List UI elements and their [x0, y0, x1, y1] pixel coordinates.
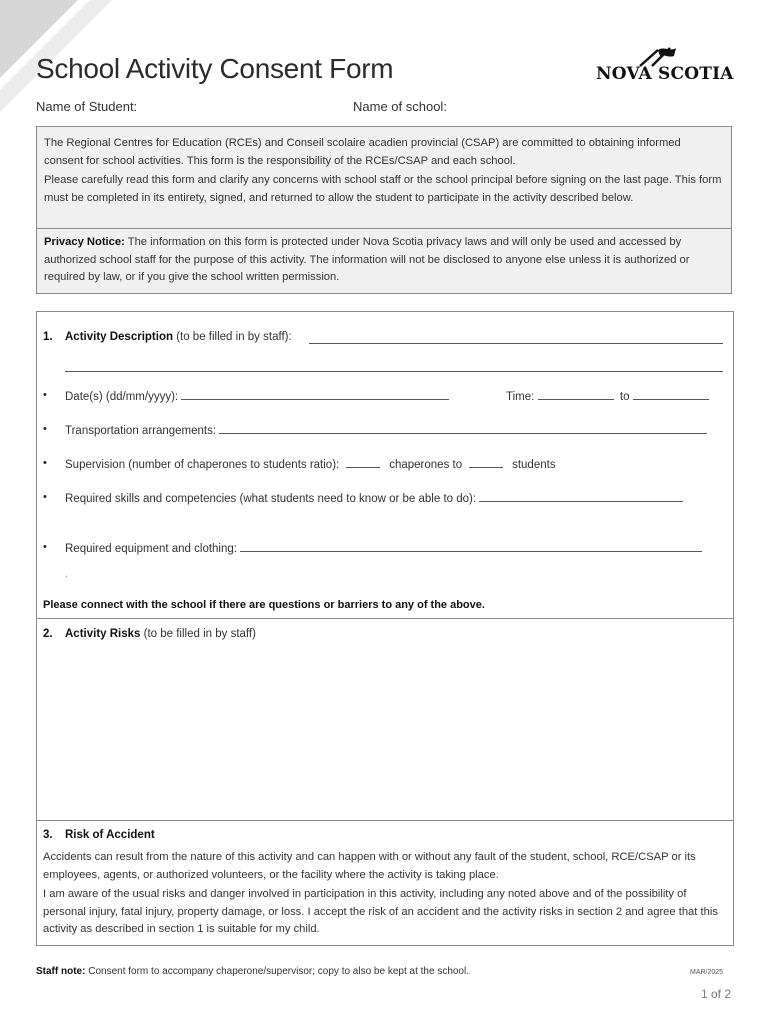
skills-label: Required skills and competencies (what students need to know or be able to do):	[65, 493, 477, 505]
info-box	[36, 126, 732, 294]
transportation-field[interactable]	[219, 423, 707, 434]
section-3-paragraph-2: I am aware of the usual risks and danger involved in participation in this activity, including any noted above and of the possibility of personal injury, fatal injury, property damage, or loss. I accept the risk of an accident and the activity risks in section 2 and agree that this activity as described in section 1 is suitable for my child.	[43, 888, 718, 935]
section-3-number: 3.	[43, 829, 53, 841]
transportation-row	[65, 423, 707, 437]
nova-scotia-logo	[596, 44, 732, 86]
activity-risks-area[interactable]	[43, 648, 725, 816]
privacy-notice-label: Privacy Notice:	[44, 236, 125, 248]
chaperones-to-label: chaperones to	[389, 459, 463, 471]
bullet-skills: •	[43, 491, 47, 503]
activity-description-line-2[interactable]	[65, 371, 723, 372]
intro-paragraph-2: Please carefully read this form and clarify any concerns with school staff or the school principal before signing on the last page. This form must be completed in its entirety, signed, and returned to allow the student to participate in the activity described below.	[44, 174, 722, 204]
students-count-field[interactable]	[469, 457, 503, 468]
section-3-body	[43, 849, 725, 941]
privacy-notice	[44, 234, 723, 287]
name-of-school-label: Name of school:	[353, 99, 447, 114]
skills-field[interactable]	[479, 491, 683, 502]
time-to-label: to	[619, 391, 630, 403]
section-1-number: 1.	[43, 331, 53, 343]
privacy-notice-text: The information on this form is protected under Nova Scotia privacy laws and will only be used and accessed by authorized school staff for the purpose of this activity. The information will not be disclosed to anyone else unless it is authorized or required by law, or if you give the school written permission.	[44, 236, 690, 283]
chaperones-count-field[interactable]	[346, 457, 380, 468]
section-3-paragraph-1: Accidents can result from the nature of this activity and can happen with or without any fault of the student, school, RCE/CSAP or its employees, agents, or authorized volunteers, or the facility where the activity is taking place.	[43, 851, 696, 881]
transportation-label: Transportation arrangements:	[65, 425, 217, 437]
equipment-label: Required equipment and clothing:	[65, 543, 237, 555]
equipment-row	[65, 541, 702, 555]
time-label: Time:	[506, 391, 535, 403]
dates-label: Date(s) (dd/mm/yyyy):	[65, 391, 179, 403]
section-2-divider	[37, 820, 733, 821]
bullet-transportation: •	[43, 423, 47, 435]
equipment-field[interactable]	[240, 541, 702, 552]
section-1-note: Please connect with the school if there are questions or barriers to any of the above.	[43, 599, 485, 611]
name-of-student-label: Name of Student:	[36, 99, 138, 114]
section-2-title: Activity Risks	[65, 628, 141, 640]
supervision-label: Supervision (number of chaperones to students ratio):	[65, 459, 340, 471]
staff-note	[36, 966, 469, 977]
skills-row	[65, 491, 683, 505]
bullet-dates: •	[43, 389, 47, 401]
stray-mark: .	[65, 568, 69, 580]
section-2-heading	[43, 628, 256, 640]
section-1-subtitle: (to be filled in by staff):	[173, 331, 292, 343]
section-2-subtitle: (to be filled in by staff)	[140, 628, 256, 640]
time-end-field[interactable]	[633, 389, 709, 400]
dates-field[interactable]	[181, 389, 449, 400]
time-start-field[interactable]	[538, 389, 614, 400]
supervision-row	[65, 457, 556, 471]
logo-text: NOVA SCOTIA	[596, 64, 734, 84]
section-1-title: Activity Description	[65, 331, 173, 343]
students-label: students	[512, 459, 556, 471]
activity-description-line-1[interactable]	[309, 343, 723, 344]
section-1-heading	[43, 331, 292, 343]
form-revision-code: MAR/2025	[690, 969, 724, 976]
info-divider	[37, 228, 731, 229]
bullet-supervision: •	[43, 457, 47, 469]
section-1-divider	[37, 618, 733, 619]
page-title: School Activity Consent Form	[36, 53, 394, 84]
section-2-number: 2.	[43, 628, 53, 640]
dates-row	[65, 389, 449, 403]
page-number: 1 of 2	[701, 987, 732, 1001]
section-3-heading	[43, 829, 155, 841]
form-sections-box	[36, 311, 734, 946]
time-row	[506, 389, 709, 403]
staff-note-label: Staff note:	[36, 966, 86, 977]
bullet-equipment: •	[43, 541, 47, 553]
intro-paragraph-1: The Regional Centres for Education (RCEs) and Conseil scolaire acadien provincial (CSAP) are committed to obtaining informed consent for school activities. This form is the responsibility of the RCEs/CSAP and each school.	[44, 137, 681, 167]
staff-note-text: Consent form to accompany chaperone/supervisor; copy to also be kept at the school.	[85, 966, 469, 977]
info-intro	[37, 127, 731, 207]
section-3-title: Risk of Accident	[65, 829, 155, 841]
